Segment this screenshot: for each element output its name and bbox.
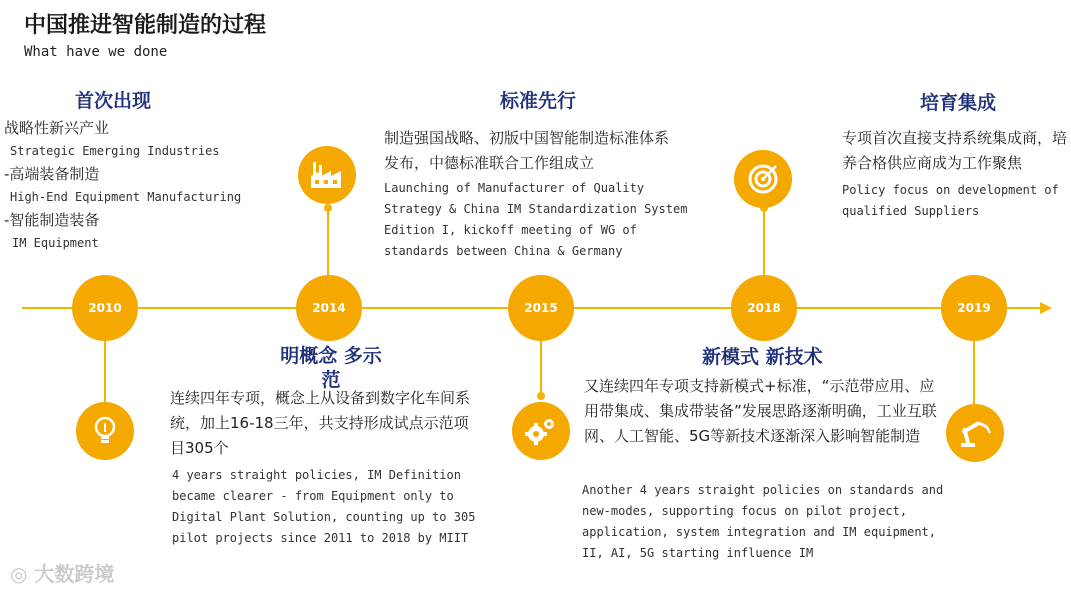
connector-2010 [104, 340, 106, 402]
stage2-cn: 连续四年专项，概念上从设备到数字化车间系统，加上16-18三年，共支持形成试点示范项目305个 [170, 389, 471, 457]
factory-icon [298, 146, 356, 204]
stage5-cn: 专项首次直接支持系统集成商，培养合格供应商成为工作聚焦 [842, 129, 1068, 172]
gears-icon [512, 402, 570, 460]
stage2-heading-line1: 明概念 多示 [280, 345, 382, 367]
stage3-en: Launching of Manufacturer of Quality Strategy & China IM Standardization System Edition I, kickoff meeting of WG of standards between China & Germany [384, 181, 688, 258]
stage4-cn: 又连续四年专项支持新模式+标准，“示范带应用、应用带集成、集成带装备”发展思路逐渐明确，工业互联网、人工智能、5G等新技术逐渐深入影响智能制造 [584, 377, 937, 445]
stage3-cn: 制造强国战略、初版中国智能制造标准体系发布，中德标准联合工作组成立 [384, 129, 670, 172]
watermark-text: 大数跨境 [34, 562, 115, 586]
timeline-arrow [1040, 302, 1052, 314]
lightbulb-icon [76, 402, 134, 460]
connector-2019 [973, 340, 975, 406]
stage2-en: 4 years straight policies, IM Definition became clearer - from Equipment only to Digital Plant Solution, counting up to 305 pilot projects since 2011 to 2018 by MIIT [172, 468, 476, 545]
stage1-line1-cn: 战略性新兴产业 [4, 119, 110, 137]
year-node-2018: 2018 [731, 275, 797, 341]
watermark [10, 558, 114, 587]
page-title: 中国推进智能制造的过程 [24, 13, 267, 38]
stage1-line2-cn: -高端装备制造 [4, 165, 100, 183]
robot-arm-icon [946, 404, 1004, 462]
year-node-2010: 2010 [72, 275, 138, 341]
stage4-en: Another 4 years straight policies on standards and new-modes, supporting focus on pilot project, application, system integration and IM equipment, II, AI, 5G starting influence IM [582, 483, 944, 560]
stage2-heading [266, 344, 396, 392]
target-icon [734, 150, 792, 208]
year-node-2015: 2015 [508, 275, 574, 341]
stage1-line3-cn: -智能制造装备 [4, 211, 100, 229]
stage1-line2-en: High-End Equipment Manufacturing [10, 190, 242, 204]
stage5-en: Policy focus on development of qualified Suppliers [842, 183, 1059, 218]
page-subtitle: What have we done [24, 44, 168, 60]
connector-2015 [540, 340, 542, 400]
stage3-heading: 标准先行 [500, 90, 577, 112]
stage1-text [4, 116, 241, 254]
year-node-2019: 2019 [941, 275, 1007, 341]
stage1-line1-en: Strategic Emerging Industries [10, 144, 220, 158]
stage5-heading: 培育集成 [920, 92, 997, 114]
stage2-heading-line2: 范 [321, 369, 341, 391]
connector-dot-2014 [324, 204, 332, 212]
watermark-logo-icon: ◎ [10, 562, 28, 586]
stage1-heading: 首次出现 [75, 90, 152, 112]
year-node-2014: 2014 [296, 275, 362, 341]
connector-dot-2015 [537, 392, 545, 400]
stage4-heading: 新模式 新技术 [702, 346, 823, 368]
stage1-line3-en: IM Equipment [12, 236, 99, 250]
